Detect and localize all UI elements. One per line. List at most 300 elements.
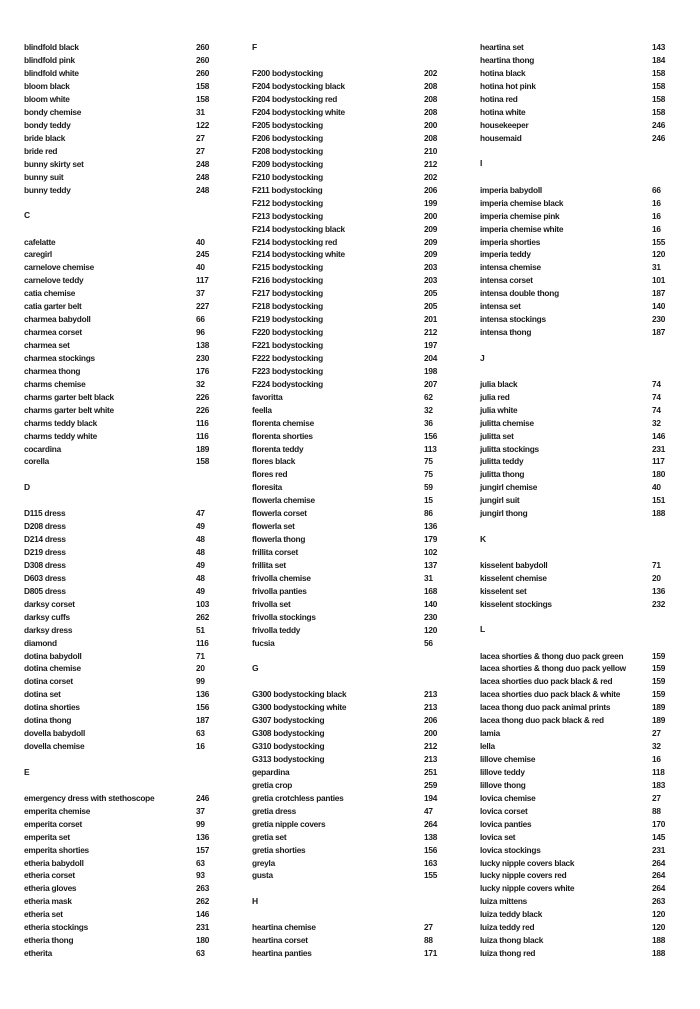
index-entry: [252, 520, 444, 533]
index-entry: [24, 533, 216, 546]
section-letter-heading: K: [480, 533, 487, 544]
index-entry: [252, 791, 444, 804]
index-entry: [24, 390, 216, 403]
entry-name: luiza teddy red: [480, 922, 535, 933]
entry-name: jungirl chemise: [480, 482, 538, 493]
index-entry: [480, 183, 672, 196]
index-entry: [480, 222, 672, 235]
entry-name: catia garter belt: [24, 301, 82, 312]
index-entry: [252, 416, 444, 429]
index-entry: [252, 610, 444, 623]
index-entry: [24, 869, 216, 882]
index-column-2: [252, 41, 444, 960]
index-entry: [480, 196, 672, 209]
entry-page-number: 146: [196, 909, 210, 920]
entry-name: gretia shorties: [252, 844, 306, 855]
index-entry: [480, 287, 672, 300]
entry-page-number: 31: [196, 107, 205, 118]
entry-name: flowerla chemise: [252, 495, 315, 506]
entry-page-number: 206: [424, 715, 438, 726]
entry-name: kisselent stockings: [480, 598, 552, 609]
entry-name: flores red: [252, 469, 288, 480]
entry-page-number: 212: [424, 741, 438, 752]
index-entry: [252, 157, 444, 170]
index-entry: [24, 274, 216, 287]
entry-page-number: 259: [424, 779, 438, 790]
entry-page-number: 49: [196, 521, 205, 532]
index-entry: [24, 54, 216, 67]
index-entry: [480, 597, 672, 610]
entry-name: lillove thong: [480, 779, 526, 790]
entry-name: fucsia: [252, 637, 275, 648]
index-entry: [252, 571, 444, 584]
entry-name: bunny suit: [24, 171, 64, 182]
section-letter-heading: L: [480, 624, 486, 635]
entry-name: F204 bodystocking red: [252, 94, 338, 105]
entry-name: luiza thong black: [480, 935, 544, 946]
index-entry: [24, 740, 216, 753]
index-entry: [24, 132, 216, 145]
entry-page-number: 122: [196, 120, 210, 131]
index-entry: [252, 934, 444, 947]
index-entry: [480, 791, 672, 804]
entry-page-number: 48: [196, 547, 205, 558]
entry-name: frivolla stockings: [252, 611, 316, 622]
entry-page-number: 74: [652, 378, 661, 389]
entry-name: G307 bodystocking: [252, 715, 325, 726]
entry-name: lacea shorties duo pack black & red: [480, 676, 613, 687]
index-entry: [480, 132, 672, 145]
index-entry: [24, 610, 216, 623]
index-entry: [252, 377, 444, 390]
index-entry: [480, 649, 672, 662]
index-entry: [252, 753, 444, 766]
entry-name: dotina set: [24, 689, 61, 700]
entry-name: hotina white: [480, 107, 526, 118]
entry-name: F204 bodystocking white: [252, 107, 345, 118]
index-entry: [480, 571, 672, 584]
entry-name: gretia crop: [252, 779, 293, 790]
index-entry: [480, 675, 672, 688]
entry-name: bondy teddy: [24, 120, 71, 131]
entry-page-number: 32: [652, 741, 661, 752]
entry-page-number: 16: [652, 754, 661, 765]
entry-name: lovica panties: [480, 818, 532, 829]
entry-name: heartina corset: [252, 935, 308, 946]
entry-page-number: 120: [652, 909, 666, 920]
index-entry: [480, 688, 672, 701]
index-entry: [24, 455, 216, 468]
index-entry: [480, 442, 672, 455]
entry-page-number: 163: [424, 857, 438, 868]
index-entry: [480, 80, 672, 93]
index-entry: [480, 455, 672, 468]
index-entry: [252, 364, 444, 377]
entry-page-number: 226: [196, 391, 210, 402]
index-section: [480, 41, 672, 145]
entry-page-number: 62: [424, 391, 433, 402]
entry-name: lillove teddy: [480, 766, 525, 777]
entry-page-number: 189: [652, 715, 666, 726]
entry-name: D115 dress: [24, 508, 66, 519]
entry-name: bloom black: [24, 81, 70, 92]
index-entry: [24, 170, 216, 183]
entry-page-number: 159: [652, 663, 666, 674]
entry-name: hotina hot pink: [480, 81, 536, 92]
entry-name: dotina shorties: [24, 702, 80, 713]
index-entry: [480, 326, 672, 339]
index-entry: [252, 403, 444, 416]
entry-name: etheria stockings: [24, 922, 88, 933]
entry-name: kisselent set: [480, 585, 527, 596]
entry-page-number: 208: [424, 133, 438, 144]
entry-page-number: 248: [196, 158, 210, 169]
index-entry: [24, 714, 216, 727]
entry-name: F215 bodystocking: [252, 262, 323, 273]
index-entry: [24, 119, 216, 132]
entry-name: bunny skirty set: [24, 158, 84, 169]
index-entry: [252, 546, 444, 559]
entry-page-number: 202: [424, 171, 438, 182]
entry-page-number: 99: [196, 818, 205, 829]
index-entry: [252, 183, 444, 196]
entry-name: lillove chemise: [480, 754, 536, 765]
section-letter-heading: I: [480, 158, 483, 169]
entry-name: charmea set: [24, 340, 70, 351]
entry-name: charms garter belt black: [24, 391, 114, 402]
entry-name: charmea babydoll: [24, 314, 91, 325]
entry-page-number: 208: [424, 94, 438, 105]
entry-page-number: 262: [196, 611, 210, 622]
entry-name: florenta shorties: [252, 430, 313, 441]
index-entry: [480, 313, 672, 326]
entry-page-number: 158: [196, 81, 210, 92]
entry-page-number: 27: [652, 792, 661, 803]
entry-page-number: 187: [652, 327, 666, 338]
index-entry: [24, 804, 216, 817]
entry-name: emperita chemise: [24, 805, 91, 816]
entry-page-number: 260: [196, 55, 210, 66]
entry-name: etheria set: [24, 909, 63, 920]
entry-name: F213 bodystocking: [252, 210, 323, 221]
entry-name: frillita corset: [252, 547, 299, 558]
index-entry: [252, 701, 444, 714]
index-entry: [24, 183, 216, 196]
entry-name: kisselent babydoll: [480, 559, 548, 570]
index-entry: [480, 54, 672, 67]
index-entry: [252, 274, 444, 287]
index-entry: [24, 623, 216, 636]
index-entry: [252, 778, 444, 791]
index-entry: [252, 222, 444, 235]
entry-page-number: 47: [424, 805, 433, 816]
index-entry: [252, 287, 444, 300]
entry-name: D805 dress: [24, 585, 66, 596]
entry-page-number: 209: [424, 249, 438, 260]
index-entry: [252, 817, 444, 830]
index-entry: [24, 145, 216, 158]
entry-page-number: 31: [424, 572, 433, 583]
entry-name: florenta teddy: [252, 443, 304, 454]
entry-page-number: 231: [652, 844, 666, 855]
index-entry: [480, 274, 672, 287]
entry-page-number: 88: [424, 935, 433, 946]
entry-page-number: 188: [652, 948, 666, 959]
entry-name: G300 bodystocking white: [252, 702, 347, 713]
index-entry: [480, 727, 672, 740]
entry-name: bunny teddy: [24, 184, 71, 195]
entry-name: frillita set: [252, 559, 286, 570]
entry-name: cafelatte: [24, 236, 56, 247]
entry-name: F200 bodystocking: [252, 68, 323, 79]
entry-name: bride red: [24, 145, 58, 156]
entry-page-number: 137: [424, 559, 438, 570]
entry-page-number: 159: [652, 676, 666, 687]
entry-page-number: 264: [652, 857, 666, 868]
entry-page-number: 210: [424, 145, 438, 156]
entry-name: imperia chemise white: [480, 223, 564, 234]
index-entry: [24, 817, 216, 830]
index-entry: [24, 688, 216, 701]
index-entry: [480, 817, 672, 830]
entry-name: F210 bodystocking: [252, 171, 323, 182]
index-entry: [24, 895, 216, 908]
entry-name: dovella babydoll: [24, 728, 86, 739]
entry-page-number: 201: [424, 314, 438, 325]
entry-name: charms teddy white: [24, 430, 97, 441]
entry-name: dotina corset: [24, 676, 73, 687]
entry-name: F214 bodystocking white: [252, 249, 345, 260]
entry-name: F214 bodystocking red: [252, 236, 338, 247]
entry-name: etheria gloves: [24, 883, 77, 894]
entry-name: D208 dress: [24, 521, 66, 532]
entry-page-number: 208: [424, 81, 438, 92]
index-entry: [480, 248, 672, 261]
index-entry: [24, 908, 216, 921]
entry-page-number: 246: [652, 133, 666, 144]
index-entry: [252, 132, 444, 145]
entry-name: dotina thong: [24, 715, 72, 726]
entry-name: imperia shorties: [480, 236, 541, 247]
index-entry: [480, 119, 672, 132]
entry-page-number: 75: [424, 456, 433, 467]
index-entry: [24, 934, 216, 947]
index-entry: [480, 300, 672, 313]
entry-page-number: 116: [196, 637, 209, 648]
entry-page-number: 171: [424, 948, 438, 959]
entry-name: dotina babydoll: [24, 650, 82, 661]
entry-name: luiza mittens: [480, 896, 528, 907]
entry-name: F214 bodystocking black: [252, 223, 345, 234]
entry-name: darksy dress: [24, 624, 73, 635]
section-letter-heading: D: [24, 481, 31, 492]
index-entry: [24, 921, 216, 934]
entry-name: luiza teddy black: [480, 909, 543, 920]
entry-page-number: 230: [196, 352, 210, 363]
entry-page-number: 37: [196, 288, 205, 299]
index-entry: [24, 287, 216, 300]
entry-name: catia chemise: [24, 288, 76, 299]
index-entry: [24, 830, 216, 843]
entry-page-number: 20: [652, 572, 661, 583]
index-entry: [24, 248, 216, 261]
index-entry: [24, 507, 216, 520]
entry-page-number: 183: [652, 779, 666, 790]
entry-page-number: 213: [424, 702, 438, 713]
entry-name: F217 bodystocking: [252, 288, 323, 299]
entry-page-number: 263: [652, 896, 666, 907]
entry-name: greyla: [252, 857, 275, 868]
entry-page-number: 16: [652, 223, 661, 234]
entry-name: F205 bodystocking: [252, 120, 323, 131]
entry-page-number: 113: [424, 443, 437, 454]
entry-page-number: 230: [652, 314, 666, 325]
index-section: [24, 481, 216, 753]
entry-page-number: 136: [652, 585, 666, 596]
entry-name: julia black: [480, 378, 518, 389]
index-entry: [24, 261, 216, 274]
index-entry: [24, 520, 216, 533]
entry-page-number: 51: [196, 624, 205, 635]
entry-page-number: 188: [652, 935, 666, 946]
index-entry: [480, 261, 672, 274]
entry-name: charmea stockings: [24, 352, 95, 363]
entry-name: carnelove teddy: [24, 275, 84, 286]
entry-page-number: 120: [652, 922, 666, 933]
entry-name: intensa double thong: [480, 288, 559, 299]
entry-page-number: 200: [424, 120, 438, 131]
index-entry: [24, 157, 216, 170]
entry-name: intensa set: [480, 301, 521, 312]
entry-page-number: 138: [424, 831, 438, 842]
index-entry: [252, 623, 444, 636]
index-entry: [24, 675, 216, 688]
entry-name: corella: [24, 456, 50, 467]
index-entry: [252, 209, 444, 222]
entry-name: gusta: [252, 870, 273, 881]
index-entry: [480, 766, 672, 779]
entry-page-number: 200: [424, 210, 438, 221]
entry-name: intensa chemise: [480, 262, 541, 273]
index-entry: [252, 727, 444, 740]
entry-name: etheria thong: [24, 935, 74, 946]
entry-page-number: 199: [424, 197, 438, 208]
entry-page-number: 16: [196, 741, 205, 752]
entry-page-number: 205: [424, 288, 438, 299]
index-entry: [480, 41, 672, 54]
entry-name: F222 bodystocking: [252, 352, 323, 363]
entry-page-number: 159: [652, 650, 666, 661]
index-entry: [24, 636, 216, 649]
entry-page-number: 263: [196, 883, 210, 894]
entry-page-number: 136: [424, 521, 438, 532]
index-column-3: [480, 41, 672, 960]
entry-name: intensa corset: [480, 275, 533, 286]
entry-name: cocardina: [24, 443, 61, 454]
entry-page-number: 63: [196, 857, 205, 868]
index-entry: [480, 106, 672, 119]
index-entry: [480, 481, 672, 494]
entry-page-number: 31: [652, 262, 661, 273]
entry-page-number: 170: [652, 818, 666, 829]
index-entry: [252, 67, 444, 80]
entry-page-number: 227: [196, 301, 210, 312]
entry-name: floresita: [252, 482, 283, 493]
entry-name: heartina set: [480, 42, 524, 53]
entry-name: luiza thong red: [480, 948, 536, 959]
index-section: [480, 623, 672, 959]
index-entry: [24, 416, 216, 429]
entry-page-number: 187: [196, 715, 210, 726]
entry-page-number: 158: [652, 68, 666, 79]
index-entry: [24, 662, 216, 675]
index-entry: [24, 597, 216, 610]
index-entry: [252, 740, 444, 753]
index-entry: [24, 559, 216, 572]
entry-name: lovica corset: [480, 805, 528, 816]
entry-page-number: 231: [196, 922, 210, 933]
entry-name: imperia teddy: [480, 249, 531, 260]
index-entry: [24, 856, 216, 869]
entry-page-number: 212: [424, 327, 438, 338]
index-entry: [24, 41, 216, 54]
entry-page-number: 179: [424, 534, 438, 545]
entry-name: etherita: [24, 948, 52, 959]
entry-page-number: 66: [652, 184, 661, 195]
index-entry: [252, 196, 444, 209]
entry-page-number: 151: [652, 495, 666, 506]
entry-page-number: 203: [424, 262, 438, 273]
entry-name: feella: [252, 404, 272, 415]
index-entry: [24, 571, 216, 584]
index-entry: [480, 209, 672, 222]
entry-name: gretia nipple covers: [252, 818, 326, 829]
entry-page-number: 32: [424, 404, 433, 415]
entry-name: housekeeper: [480, 120, 529, 131]
entry-page-number: 205: [424, 301, 438, 312]
entry-name: diamond: [24, 637, 57, 648]
entry-page-number: 184: [652, 55, 666, 66]
index-entry: [252, 507, 444, 520]
entry-name: lucky nipple covers white: [480, 883, 575, 894]
index-entry: [24, 882, 216, 895]
entry-name: hotina red: [480, 94, 518, 105]
index-entry: [480, 584, 672, 597]
entry-name: F219 bodystocking: [252, 314, 323, 325]
index-entry: [480, 804, 672, 817]
entry-page-number: 47: [196, 508, 205, 519]
entry-name: emperita set: [24, 831, 70, 842]
entry-name: G300 bodystocking black: [252, 689, 347, 700]
entry-page-number: 159: [652, 689, 666, 700]
entry-page-number: 40: [196, 262, 205, 273]
entry-page-number: 71: [196, 650, 205, 661]
entry-name: G308 bodystocking: [252, 728, 325, 739]
entry-page-number: 27: [424, 922, 433, 933]
entry-page-number: 206: [424, 184, 438, 195]
index-entry: [480, 403, 672, 416]
index-entry: [480, 830, 672, 843]
entry-page-number: 180: [652, 469, 666, 480]
entry-page-number: 27: [196, 145, 205, 156]
entry-page-number: 63: [196, 728, 205, 739]
index-entry: [252, 106, 444, 119]
entry-name: dovella chemise: [24, 741, 85, 752]
entry-page-number: 146: [652, 430, 666, 441]
index-entry: [252, 468, 444, 481]
entry-name: lacea thong duo pack animal prints: [480, 702, 611, 713]
index-entry: [24, 300, 216, 313]
